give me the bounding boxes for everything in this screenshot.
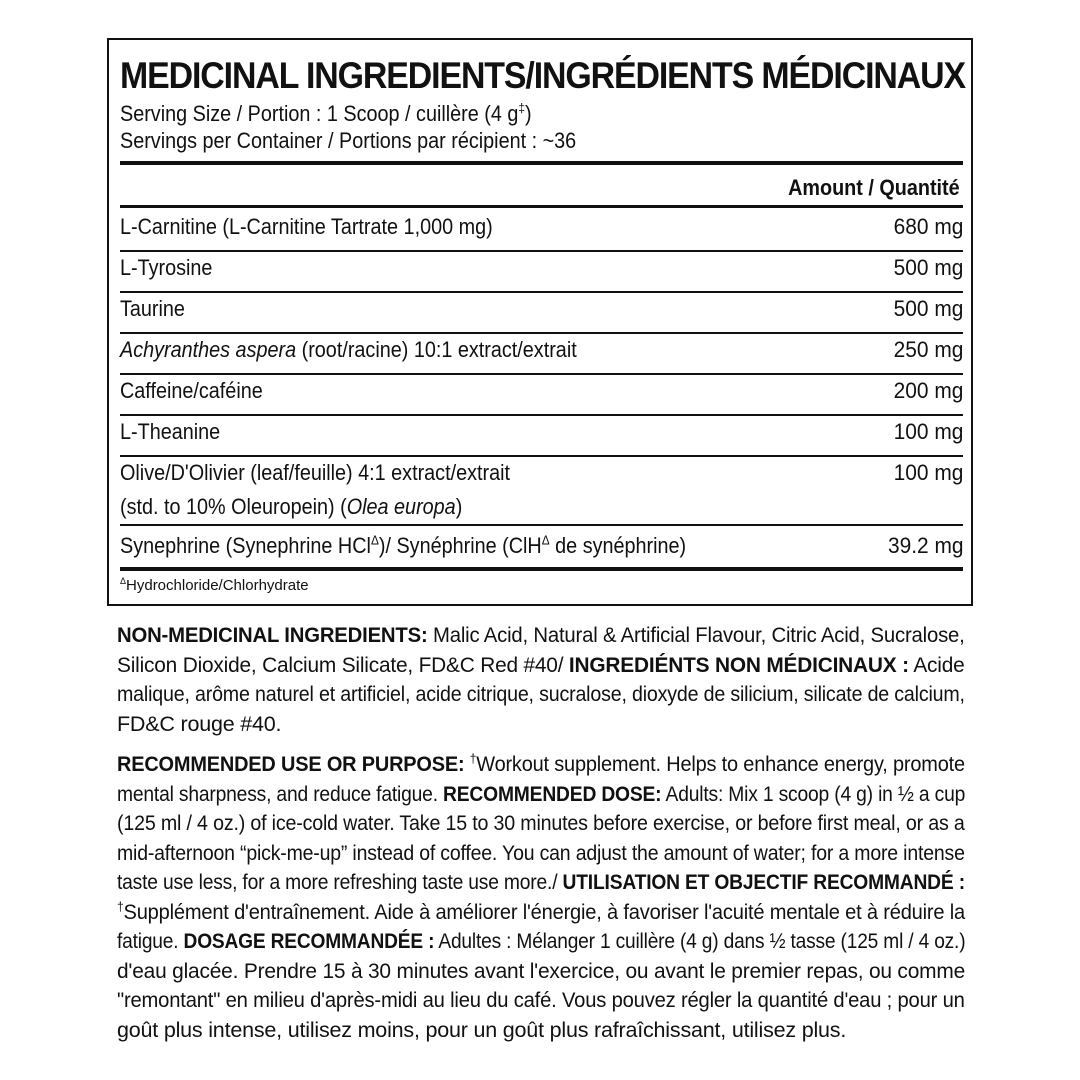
- amount-header: Amount / Quantité: [788, 175, 960, 200]
- text-line: fatigue. DOSAGE RECOMMANDÉE : Adultes : Mélanger 1 cuillère (4 g) dans ½ tasse (125 ml / 4 oz.): [117, 929, 966, 953]
- text-line: taste use less, for a more refreshing taste use more./ UTILISATION ET OBJECTIF RECOMMANDÉ :: [117, 870, 965, 894]
- ingredient-amount: 250 mg: [893, 337, 963, 362]
- ingredient-name: L-Theanine: [120, 419, 221, 444]
- text-line: mental sharpness, and reduce fatigue. RECOMMENDED DOSE: Adults: Mix 1 scoop (4 g) in ½ a cup: [117, 781, 966, 806]
- ingredient-amount: 680 mg: [893, 214, 963, 239]
- text-line: (125 ml / 4 oz.) of ice-cold water. Take 15 to 30 minutes before exercise, or before first meal, or as a: [117, 811, 965, 835]
- servings-per-container: Servings per Container / Portions par récipient : ~36: [120, 128, 577, 153]
- ingredient-amount: 39.2 mg: [887, 533, 963, 558]
- ingredient-amount: 500 mg: [893, 296, 963, 321]
- ingredient-name: Olive/D'Olivier (leaf/feuille) 4:1 extract/extrait: [120, 460, 511, 485]
- ingredient-amount: 100 mg: [893, 419, 963, 444]
- recommended-use-section: [117, 750, 965, 1045]
- divider: [120, 373, 963, 375]
- footnote: $^\Delta$Hydrochloride/Chlorhydrate: [120, 576, 309, 594]
- text-line: RECOMMENDED USE OR PURPOSE: †Workout supplement. Helps to enhance energy, promote: [117, 750, 965, 776]
- ingredient-amount: 200 mg: [893, 378, 963, 403]
- divider: [120, 524, 963, 526]
- divider: [120, 161, 963, 165]
- ingredient-name: L-Tyrosine: [120, 255, 213, 280]
- text-line: NON-MEDICINAL INGREDIENTS: Malic Acid, Natural & Artificial Flavour, Citric Acid, Sucralose,: [117, 623, 965, 647]
- text-line: "remontant" en milieu d'après-midi au lieu du café. Vous pouvez régler la quantité d'eau ; pour un: [117, 988, 965, 1012]
- ingredient-name: Achyranthes aspera (root/racine) 10:1 extract/extrait: [120, 337, 577, 362]
- ingredient-name: Caffeine/caféine: [120, 378, 263, 403]
- divider: [120, 414, 963, 416]
- ingredient-name: L-Carnitine (L-Carnitine Tartrate 1,000 mg): [120, 214, 493, 239]
- divider: [120, 291, 963, 293]
- text-line: †Supplément d'entraînement. Aide à améliorer l'énergie, à favoriser l'acuité mentale et à réduire la: [117, 898, 965, 924]
- serving-size: Serving Size / Portion : 1 Scoop / cuillère (4 g‡): [120, 100, 532, 126]
- non-medicinal-ingredients: [117, 621, 965, 739]
- divider: [120, 205, 963, 208]
- text-line: goût plus intense, utilisez moins, pour un goût plus rafraîchissant, utilisez plus.: [117, 1017, 847, 1042]
- ingredient-amount: 100 mg: [893, 460, 963, 485]
- divider: [120, 455, 963, 457]
- ingredient-amount: 500 mg: [893, 255, 963, 280]
- text-line: malique, arôme naturel et artificiel, acide citrique, sucralose, dioxyde de silicium, silicate de calcium,: [117, 682, 965, 706]
- text-line: Silicon Dioxide, Calcium Silicate, FD&C Red #40/ INGREDIÉNTS NON MÉDICINAUX : Acide: [117, 652, 965, 677]
- text-line: FD&C rouge #40.: [117, 711, 282, 736]
- text-line: d'eau glacée. Prendre 15 à 30 minutes avant l'exercice, ou avant le premier repas, ou comme: [117, 958, 966, 983]
- divider: [120, 250, 963, 252]
- ingredient-name-detail: (std. to 10% Oleuropein) (Olea europa): [120, 494, 463, 519]
- medicinal-ingredients-panel: [107, 38, 973, 606]
- panel-title: MEDICINAL INGREDIENTS/INGRÉDIENTS MÉDICINAUX: [120, 55, 965, 96]
- divider: [120, 567, 963, 571]
- ingredient-name: Taurine: [120, 296, 185, 321]
- divider: [120, 332, 963, 334]
- ingredient-name: Synephrine (Synephrine HCl$^\Delta$)/ Synéphrine (ClH$^\Delta$ de synéphrine): [120, 532, 687, 558]
- text-line: mid-afternoon “pick-me-up” instead of coffee. You can adjust the amount of water; for a more intense: [117, 840, 965, 865]
